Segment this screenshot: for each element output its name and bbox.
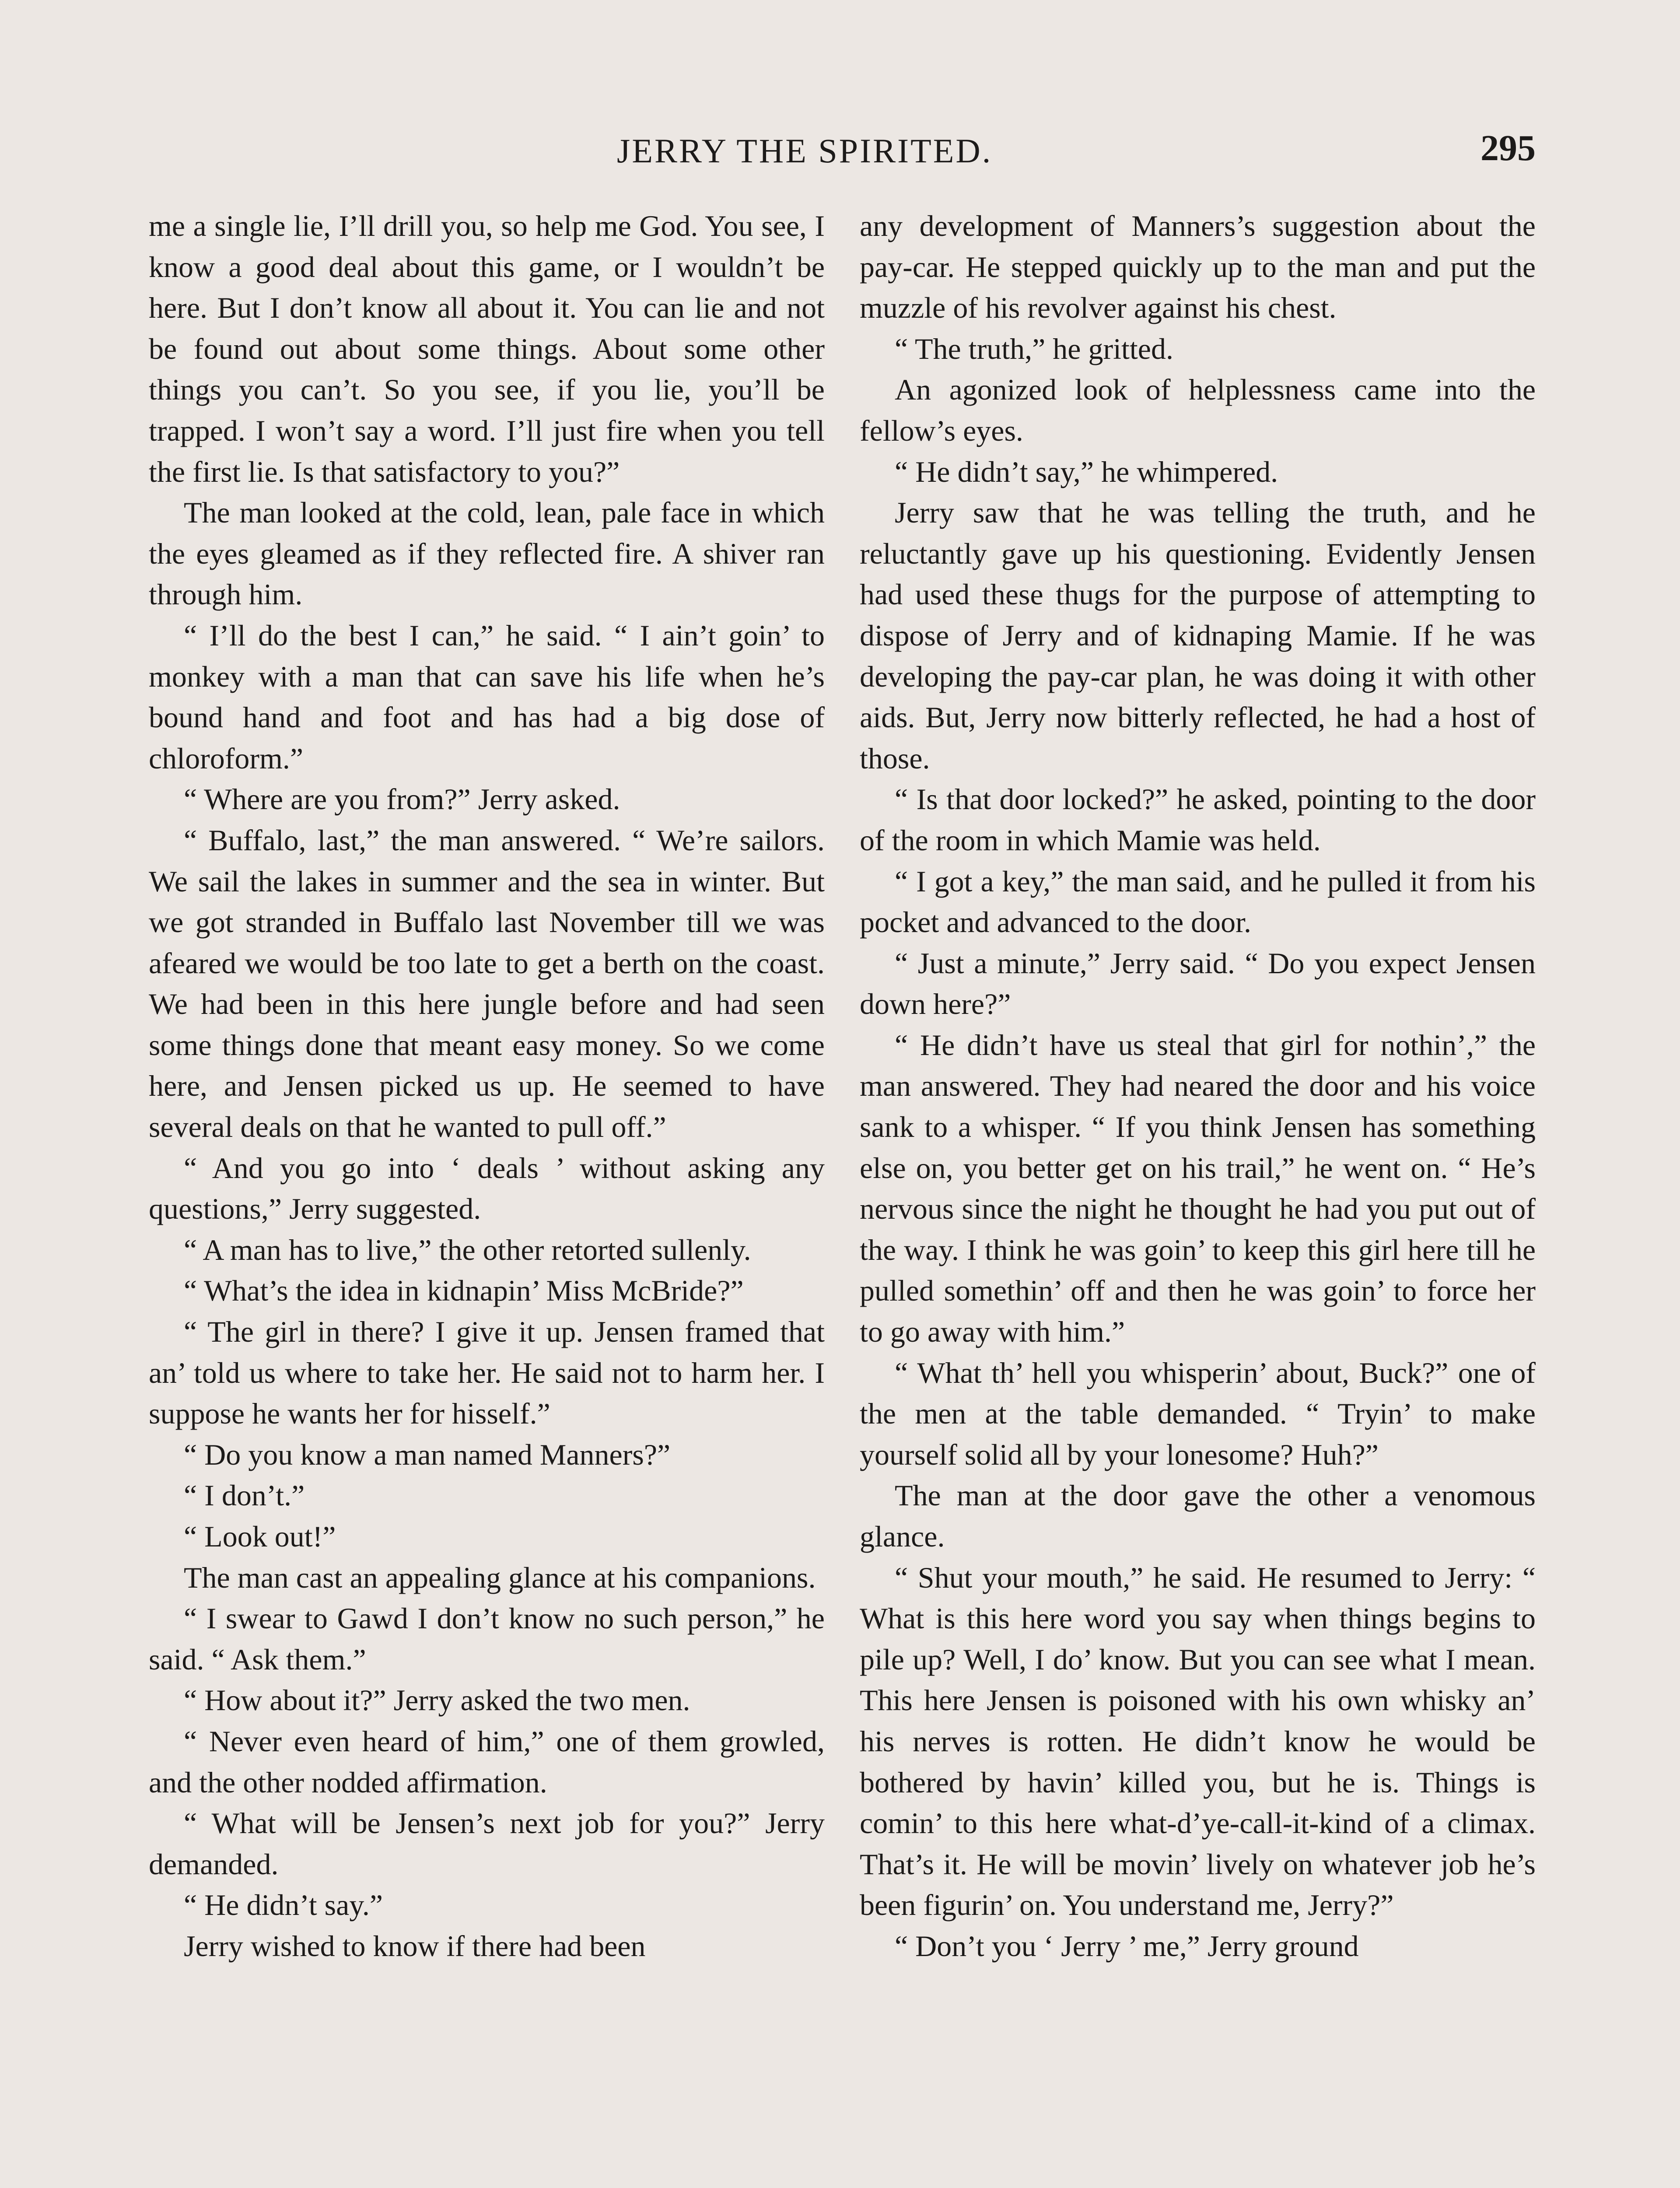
paragraph: “ The girl in there? I give it up. Jensen framed that an’ told us where to take her. He said not to harm her. I suppose he wants her for hisself.”	[149, 1315, 825, 1431]
paragraph: Jerry wished to know if there had been	[184, 1929, 646, 1963]
paragraph: “ What will be Jensen’s next job for you?” Jerry demanded.	[149, 1806, 825, 1881]
running-title: JERRY THE SPIRITED.	[617, 132, 993, 170]
paragraph: me a single lie, I’ll drill you, so help me God. You see, I know a good deal about this game, or I wouldn’t be here. But I don’t know all about it. You can lie and not be found out about some things. About some other things you can’t. So you see, if you lie, you’ll be trapped. I won’t say a word. I’ll just fire when you tell the first lie. Is that satisfactory to you?”	[149, 209, 825, 488]
page-header	[144, 127, 1536, 175]
paragraph: An agonized look of helplessness came into the fellow’s eyes.	[860, 373, 1536, 447]
paragraph: Jerry saw that he was telling the truth, and he reluctantly gave up his questioning. Evidently Jensen had used these thugs for the purpose of attempting to dispose of Jerry and of kidnaping Mamie. If he was developing the pay-car plan, he was doing it with other aids. But, Jerry now bitterly reflected, he had a host of those.	[860, 496, 1536, 775]
paragraph: The man looked at the cold, lean, pale face in which the eyes gleamed as if they reflected fire. A shiver ran through him.	[149, 496, 825, 611]
page-number: 295	[1480, 128, 1536, 168]
paragraph: “ I swear to Gawd I don’t know no such person,” he said. “ Ask them.”	[149, 1602, 825, 1676]
paragraph: any development of Manners’s suggestion about the pay-car. He stepped quickly up to the man and put the muzzle of his revolver against his chest.	[860, 209, 1536, 325]
paragraph: “ Shut your mouth,” he said. He resumed to Jerry: “ What is this here word you say when things begins to pile up? Well, I do’ know. But you can see what I mean. This here Jensen is poisoned with his own whisky an’ his nerves is rotten. He didn’t know he would be bothered by havin’ killed you, but he is. Things is comin’ to this here what-d’ye-call-it-kind of a climax. That’s it. He will be movin’ lively on whatever job he’s been figurin’ on. You understand me, Jerry?”	[860, 1560, 1536, 1922]
right-text-column	[860, 206, 1536, 1967]
paragraph: “ Buffalo, last,” the man answered. “ We’re sailors. We sail the lakes in summer and the sea in winter. But we got stranded in Buffalo last November till we was afeared we would be too late to get a berth on the coast. We had been in this here jungle before and had seen some things done that meant easy money. So we come here, and Jensen picked us up. He seemed to have several deals on that he wanted to pull off.”	[149, 823, 825, 1144]
paragraph: “ He didn’t say,” he whimpered.	[895, 455, 1278, 488]
paragraph: “ Do you know a man named Manners?”	[184, 1438, 671, 1471]
paragraph: The man at the door gave the other a venomous glance.	[860, 1479, 1536, 1553]
left-text-column	[149, 206, 825, 1967]
paragraph: “ Look out!”	[184, 1520, 336, 1553]
paragraph: “ What th’ hell you whisperin’ about, Buck?” one of the men at the table demanded. “ Tryin’ to make yourself solid all by your lonesome? Huh?”	[860, 1356, 1536, 1471]
paragraph: “ Just a minute,” Jerry said. “ Do you expect Jensen down here?”	[860, 946, 1536, 1021]
paragraph: “ Is that door locked?” he asked, pointing to the door of the room in which Mamie was held.	[860, 782, 1536, 857]
paragraph: “ Don’t you ‘ Jerry ’ me,” Jerry ground	[895, 1929, 1359, 1963]
paragraph: “ He didn’t have us steal that girl for nothin’,” the man answered. They had neared the door and his voice sank to a whisper. “ If you think Jensen has something else on, you better get on his trail,” he went on. “ He’s nervous since the night he thought he had you put out of the way. I think he was goin’ to keep this girl here till he pulled somethin’ off and then he was goin’ to force her to go away with him.”	[860, 1028, 1536, 1349]
paragraph: “ How about it?” Jerry asked the two men.	[184, 1683, 690, 1717]
paragraph: “ What’s the idea in kidnapin’ Miss McBride?”	[184, 1274, 744, 1308]
paragraph: “ I don’t.”	[184, 1479, 305, 1512]
paragraph: “ I’ll do the best I can,” he said. “ I ain’t goin’ to monkey with a man that can save his life when he’s bound hand and foot and has had a big dose of chloroform.”	[149, 618, 825, 775]
paragraph: “ And you go into ‘ deals ’ without asking any questions,” Jerry suggested.	[149, 1151, 825, 1226]
paragraph: “ Where are you from?” Jerry asked.	[184, 782, 620, 816]
paragraph: The man cast an appealing glance at his companions.	[184, 1560, 816, 1594]
paragraph: “ The truth,” he gritted.	[895, 332, 1173, 365]
paragraph: “ Never even heard of him,” one of them growled, and the other nodded affirmation.	[149, 1724, 825, 1799]
paragraph: “ A man has to live,” the other retorted sullenly.	[184, 1233, 751, 1266]
paragraph: “ He didn’t say.”	[184, 1888, 383, 1922]
paragraph: “ I got a key,” the man said, and he pulled it from his pocket and advanced to the door.	[860, 864, 1536, 939]
